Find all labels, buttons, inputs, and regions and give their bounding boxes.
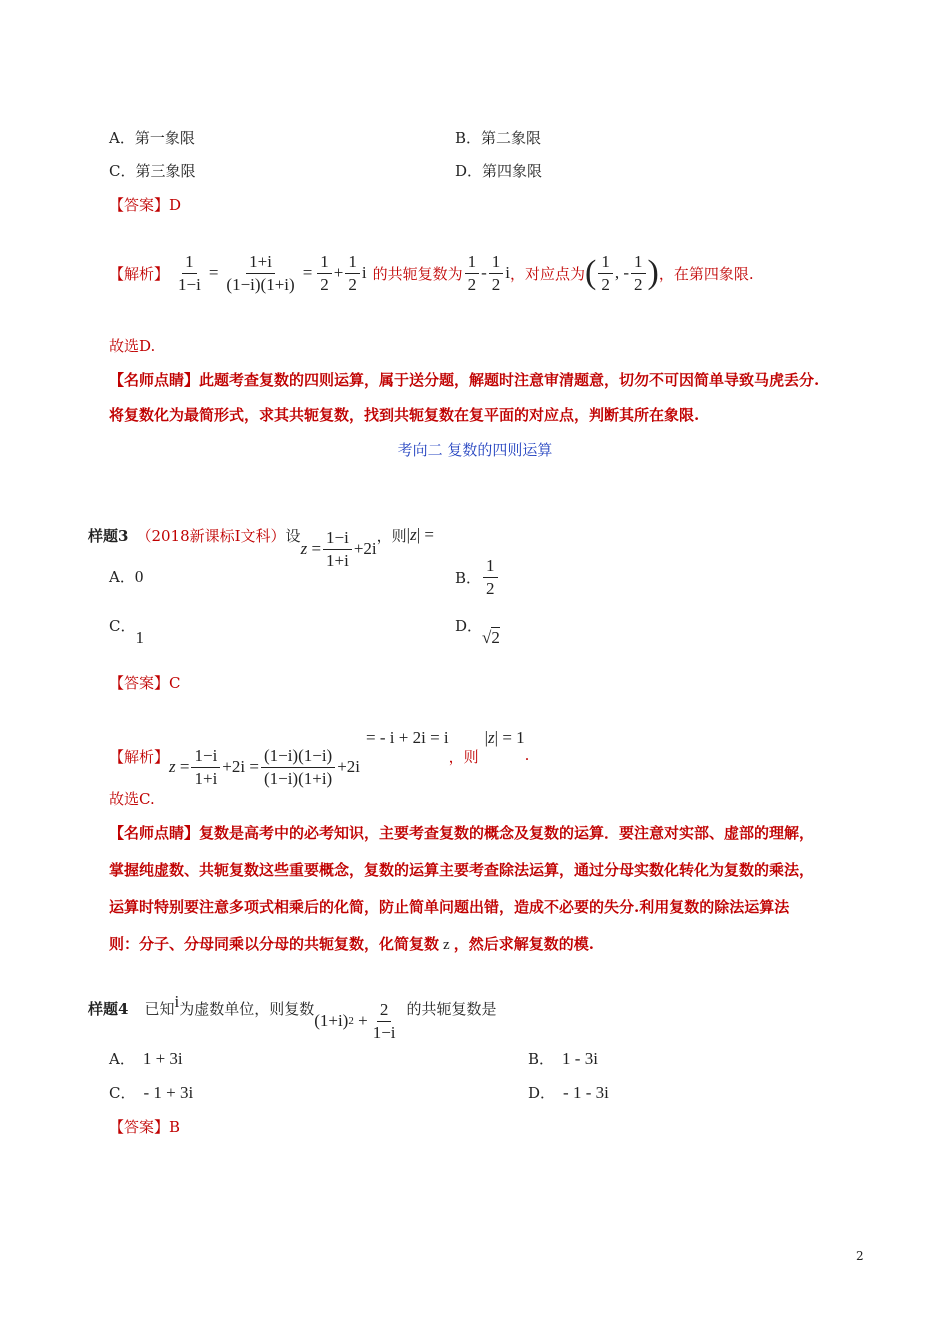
- q4-answer-line: 【答案】B: [109, 1118, 181, 1136]
- analysis-formula: z = $\frac{1-i}{1+i}$ +2i = $\frac{(1-i)(1-i)}{(1-i)(1+i)}$ +2i: [169, 746, 361, 788]
- analysis-formula: $\frac{1}{1-i}$ = $\frac{1+i}{(1-i)(1+i)}$ = $\frac{1}{2}$ + $\frac{1}{2}$ i: [178, 252, 367, 294]
- section-heading: 考向二 复数的四则运算: [397, 441, 553, 459]
- page-number: 2: [856, 1249, 864, 1263]
- q4-lead: 已知: [144, 1000, 175, 1018]
- option-b: B．第二象限: [455, 129, 542, 147]
- q3-option-b: B． $\frac{1}{2}$: [455, 556, 500, 598]
- conclusion-q3: 故选C.: [109, 790, 155, 808]
- q3-option-c: C．1: [109, 617, 144, 647]
- question-3: [88, 500, 434, 570]
- q3-source: （2018新课标Ⅰ文科）: [136, 526, 286, 545]
- q4-mid: 为虚数单位，则复数: [179, 1000, 315, 1018]
- note-q2-line2: 将复数化为最简形式，求其共轭复数，找到共轭复数在复平面的对应点，判断其所在象限.: [109, 406, 700, 424]
- note-q3-line1: 【名师点睛】复数是高考中的必考知识，主要考查复数的概念及复数的运算．要注意对实部、虚部的理解，: [109, 824, 815, 842]
- q3-modulus: |z| =: [406, 525, 434, 545]
- quadrant-text: ，在第四象限.: [658, 264, 754, 283]
- conj-formula: $\frac{1}{2}$ - $\frac{1}{2}$ i: [463, 252, 510, 294]
- question-4: [88, 992, 497, 1042]
- option-d: D．第四象限: [455, 162, 543, 180]
- q4-label: 样题4: [88, 1000, 129, 1018]
- analysis-result: = - i + 2i = i: [366, 728, 449, 747]
- q3-modulus-result: |z| = 1: [484, 728, 525, 747]
- q3-label: 样题3: [88, 526, 129, 545]
- corr-text: ，对应点为: [510, 264, 586, 283]
- q4-i-symbol: i: [174, 992, 180, 1011]
- note-q3-line3: 运算时特别要注意多项式相乘后的化简，防止简单问题出错，造成不必要的失分.利用复数的除法运算法: [109, 898, 790, 916]
- answer-tag: 【答案】: [109, 196, 170, 214]
- q3-answer-line: 【答案】C: [109, 674, 181, 692]
- q3-lead: 设: [285, 526, 301, 545]
- q3-then: ，则: [376, 526, 407, 545]
- answer-line: [109, 194, 181, 215]
- option-c: C．第三象限: [109, 162, 196, 180]
- note-q3-line2: 掌握纯虚数、共轭复数这些重要概念，复数的运算主要考查除法运算，通过分母实数化转化为复数的乘法，: [109, 861, 815, 879]
- q3-option-d: D．√2: [455, 617, 500, 647]
- note-q3-line4: 则：分子、分母同乘以分母的共轭复数，化简复数 z ，然后求解复数的模.: [109, 935, 594, 953]
- q4-option-d: D． - 1 - 3i: [528, 1083, 609, 1102]
- conj-text: 的共轭复数为: [372, 264, 463, 283]
- q3-option-a: A．0: [109, 567, 144, 586]
- analysis-tag: 【解析】: [109, 264, 170, 283]
- analysis-q2: [109, 252, 754, 294]
- q3-formula: z = $\frac{1-i}{1+i}$ +2i: [300, 528, 377, 570]
- q4-formula: (1+i) 2 + $\frac{2}{1-i}$: [314, 1000, 396, 1042]
- q4-option-a: A． 1 + 3i: [109, 1049, 183, 1068]
- answer-value: D: [169, 196, 182, 214]
- q4-option-b: B． 1 - 3i: [528, 1049, 598, 1068]
- analysis-q3: 【解析】 z = $\frac{1-i}{1+i}$ +2i = $\frac{(1-i)(1-i)}{(1-i)(1+i)}$ +2i = - i + 2i = i ，则 |z| = 1 .: [109, 728, 530, 788]
- q4-option-c: C． - 1 + 3i: [109, 1083, 194, 1102]
- q3-then2: ，则: [448, 748, 479, 766]
- q4-tail: 的共轭复数是: [406, 1000, 497, 1018]
- point-formula: ( $\frac{1}{2}$ , - $\frac{1}{2}$ ): [585, 252, 659, 294]
- option-a: A．第一象限: [109, 129, 195, 147]
- note-q2-line1: 【名师点睛】此题考查复数的四则运算，属于送分题，解题时注意审清题意，切勿不可因简单导致马虎丢分.: [109, 371, 820, 389]
- analysis-tag: 【解析】: [109, 748, 170, 766]
- conclusion-q2: 故选D.: [109, 337, 156, 355]
